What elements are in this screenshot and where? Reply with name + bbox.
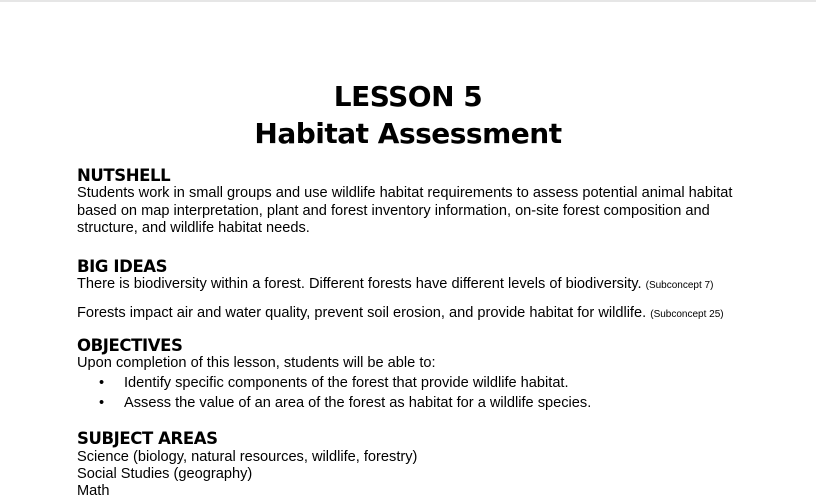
subject-areas-heading: SUBJECT AREAS xyxy=(77,429,218,448)
nutshell-paragraph: Students work in small groups and use wildlife habitat requirements to assess potential animal habitat based on map interpretation, plant and forest inventory information, on-site forest composition and structure, and wildlife habitat needs. xyxy=(77,185,733,236)
big-idea-item xyxy=(77,276,713,295)
subject-area-item: Social Studies (geography) xyxy=(77,466,253,482)
objective-item: Identify specific components of the forest that provide wildlife habitat. xyxy=(124,375,569,391)
objectives-heading: OBJECTIVES xyxy=(77,336,183,355)
bullet-icon: • xyxy=(99,375,105,391)
big-ideas-heading: BIG IDEAS xyxy=(77,257,168,276)
big-idea-item xyxy=(77,305,724,324)
lesson-name-title: Habitat Assessment xyxy=(254,117,562,150)
subject-area-item: Science (biology, natural resources, wildlife, forestry) xyxy=(77,449,418,465)
objective-item: Assess the value of an area of the forest as habitat for a wildlife species. xyxy=(124,395,592,411)
big-idea-text: There is biodiversity within a forest. Different forests have different levels of biodiversity. xyxy=(77,276,642,292)
subconcept-reference: (Subconcept 25) xyxy=(650,309,724,320)
bullet-icon: • xyxy=(99,395,105,411)
subject-area-item: Math xyxy=(77,483,110,499)
lesson-number-title: LESSON 5 xyxy=(333,80,483,113)
subconcept-reference: (Subconcept 7) xyxy=(645,280,714,291)
nutshell-heading: NUTSHELL xyxy=(77,166,171,185)
objectives-intro: Upon completion of this lesson, students will be able to: xyxy=(77,355,436,371)
big-idea-text: Forests impact air and water quality, prevent soil erosion, and provide habitat for wildlife. xyxy=(77,305,647,321)
